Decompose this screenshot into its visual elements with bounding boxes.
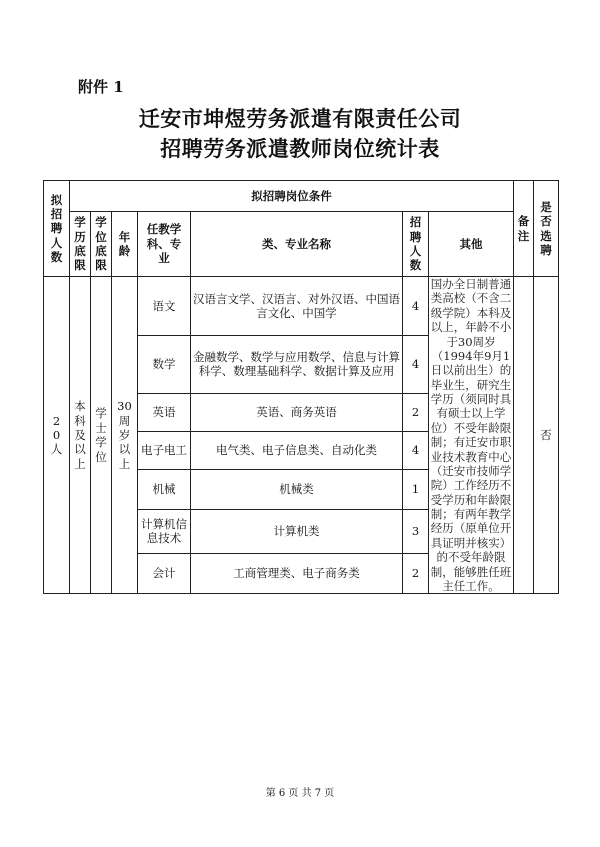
majors-cell: 金融数学、数学与应用数学、信息与计算科学、数理基础科学、数据计算及应用	[191, 335, 403, 393]
subject-cell: 英语	[138, 393, 191, 431]
selection-value: 否	[534, 277, 559, 594]
header-age: 年龄	[112, 212, 138, 277]
remarks-value	[514, 277, 534, 594]
header-remarks: 备注	[514, 181, 534, 277]
subject-cell: 数学	[138, 335, 191, 393]
count-cell: 3	[403, 510, 429, 554]
planned-count-value: 20人	[44, 277, 70, 594]
majors-cell: 电气类、电子信息类、自动化类	[191, 431, 403, 469]
other-requirements: 国办全日制普通类高校（不含二级学院）本科及以上，年龄不小于30周岁（1994年9月1日以前出生）的毕业生，研究生学历（须同时具有硕士以上学位）不受年龄限制；有迁安市职业技术教育中心（迁安市技师学院）工作经历不受学历和年龄限制；有两年教学经历（原单位开具证明并核实）的不受年龄限制，能够胜任班主任工作。	[429, 277, 514, 594]
education-value: 本科及以上	[70, 277, 91, 594]
header-majors: 类、专业名称	[191, 212, 403, 277]
header-planned-count: 拟招聘人数	[44, 181, 70, 277]
recruitment-table	[43, 180, 559, 594]
header-conditions: 拟招聘岗位条件	[70, 181, 514, 212]
table-row	[44, 277, 559, 336]
count-cell: 4	[403, 431, 429, 469]
header-row-bottom	[44, 212, 559, 277]
majors-cell: 机械类	[191, 469, 403, 509]
count-cell: 4	[403, 335, 429, 393]
header-subject: 任教学科、专业	[138, 212, 191, 277]
majors-cell: 工商管理类、电子商务类	[191, 553, 403, 593]
count-cell: 1	[403, 469, 429, 509]
header-row-top	[44, 181, 559, 212]
header-other: 其他	[429, 212, 514, 277]
page-footer: 第 6 页 共 7 页	[265, 788, 335, 799]
majors-cell: 计算机类	[191, 510, 403, 554]
header-degree: 学位底限	[91, 212, 112, 277]
title-company: 迁安市坤煜劳务派遣有限责任公司	[138, 106, 462, 131]
count-cell: 2	[403, 553, 429, 593]
subject-cell: 语文	[138, 277, 191, 336]
count-cell: 4	[403, 277, 429, 336]
subject-cell: 计算机信息技术	[138, 510, 191, 554]
subject-cell: 机械	[138, 469, 191, 509]
attachment-label: 附件 1	[78, 78, 124, 96]
degree-value: 学士学位	[91, 277, 112, 594]
majors-cell: 汉语言文学、汉语言、对外汉语、中国语言文化、中国学	[191, 277, 403, 336]
header-education: 学历底限	[70, 212, 91, 277]
count-cell: 2	[403, 393, 429, 431]
title-table: 招聘劳务派遣教师岗位统计表	[160, 136, 440, 161]
age-value: 30周岁以上	[112, 277, 138, 594]
majors-cell: 英语、商务英语	[191, 393, 403, 431]
header-selection: 是否选聘	[534, 181, 559, 277]
header-recruit-count: 招聘人数	[403, 212, 429, 277]
subject-cell: 电子电工	[138, 431, 191, 469]
subject-cell: 会计	[138, 553, 191, 593]
